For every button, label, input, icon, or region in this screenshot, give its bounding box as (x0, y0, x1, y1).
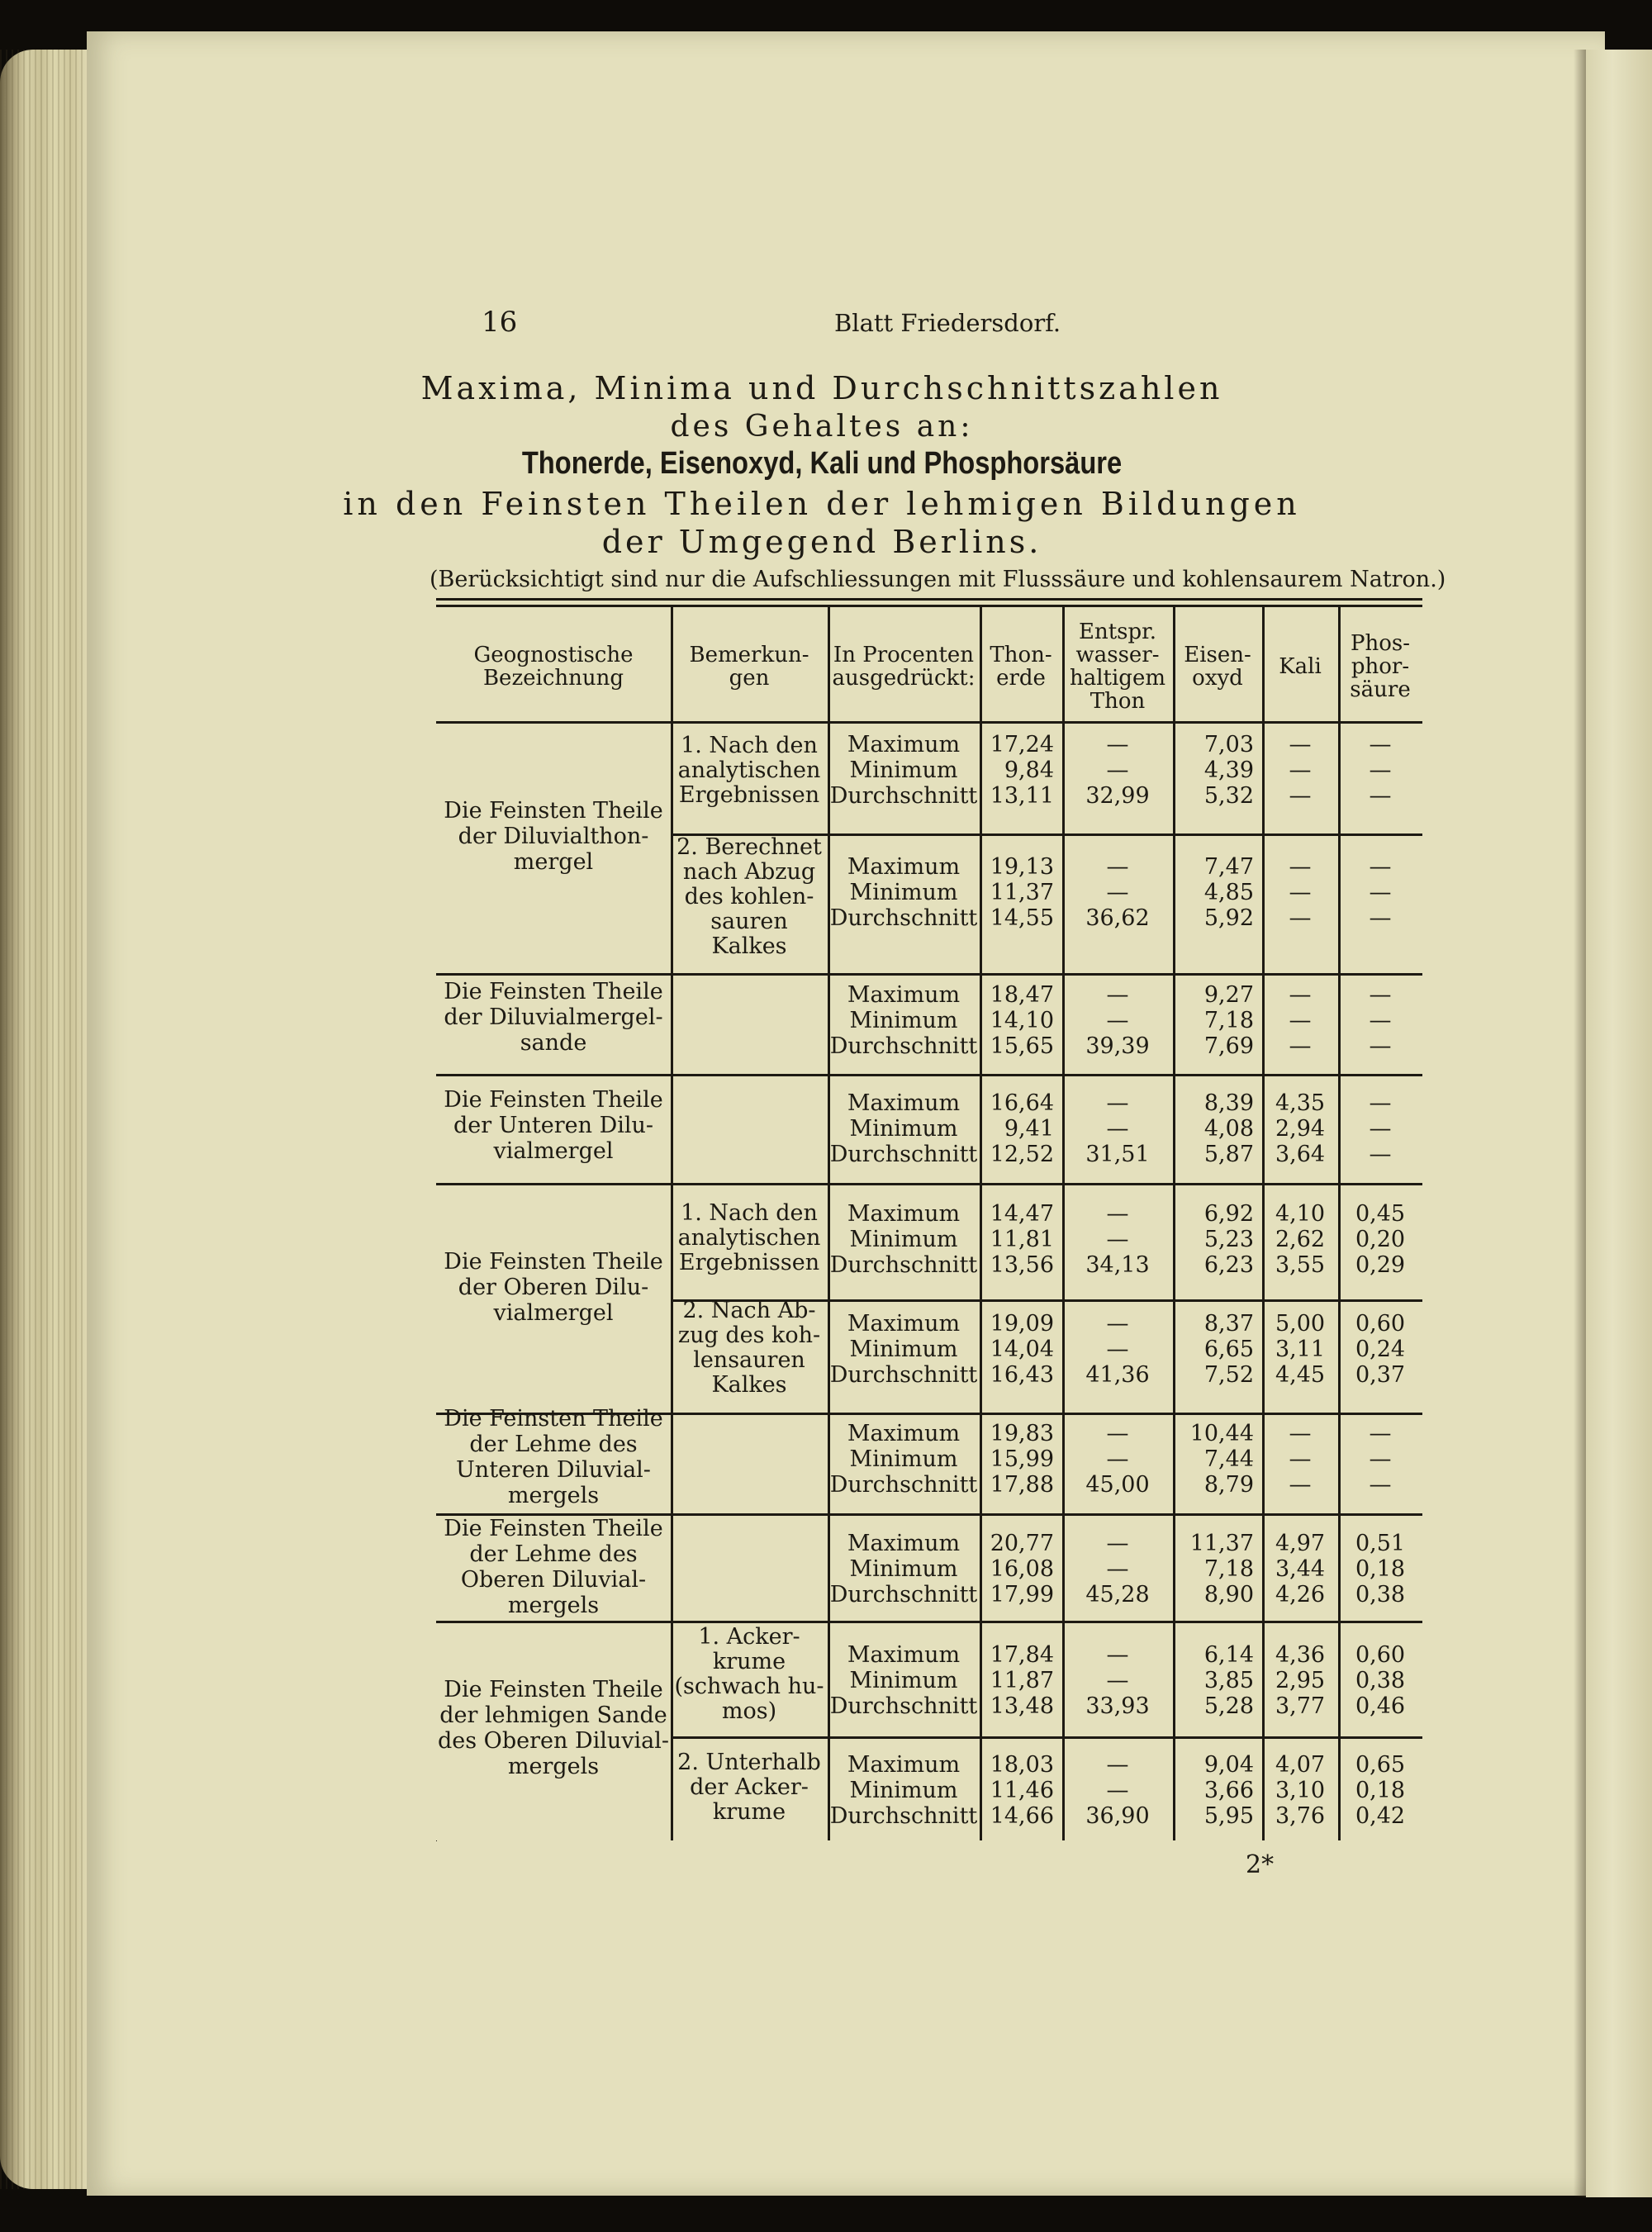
eisenoxyd-value: 8,37 (1203, 1311, 1254, 1337)
wasserhaltiger-thon-value: — (1106, 1421, 1129, 1446)
remark-text: (schwach hu- (674, 1674, 824, 1699)
phosphorsaeure-value: 0,60 (1355, 1311, 1406, 1337)
column-header-c6: Eisen- (1184, 642, 1251, 667)
wasserhaltiger-thon-value: — (1106, 1778, 1129, 1803)
header-bottom-rule (436, 721, 1422, 724)
eisenoxyd-value: 4,08 (1203, 1116, 1254, 1142)
stat-label: Durchschnitt (829, 1033, 978, 1059)
group-separator (436, 973, 1422, 976)
column-header-c1: Bezeichnung (482, 665, 624, 691)
remark-text: krume (712, 1649, 786, 1674)
column-header-c2: gen (729, 665, 770, 691)
thonerde-value: 13,48 (990, 1693, 1054, 1719)
column-header-c5: haltigem (1069, 665, 1165, 691)
geognostic-name: der Lehme des (469, 1541, 638, 1567)
stat-label: Maximum (847, 1752, 961, 1778)
geognostic-name: der Unteren Dilu- (453, 1113, 653, 1138)
wasserhaltiger-thon-value: — (1106, 1008, 1129, 1033)
column-header-c6: oxyd (1192, 665, 1243, 691)
geognostic-name: Unteren Diluvial- (456, 1457, 651, 1483)
thonerde-value: 19,83 (990, 1421, 1054, 1446)
thonerde-value: 12,52 (990, 1142, 1054, 1167)
table-top-rule (436, 598, 1422, 601)
wasserhaltiger-thon-value: — (1106, 1116, 1129, 1142)
kali-value: — (1289, 1421, 1312, 1446)
stat-label: Durchschnitt (829, 905, 978, 931)
remark-text: 1. Acker- (698, 1624, 800, 1650)
eisenoxyd-value: 7,18 (1203, 1556, 1254, 1582)
kali-value: — (1289, 1008, 1312, 1033)
remark-text: nach Abzug (682, 859, 816, 885)
eisenoxyd-value: 6,92 (1203, 1201, 1254, 1227)
stat-label: Durchschnitt (829, 1582, 978, 1608)
stat-label: Maximum (847, 732, 961, 757)
thonerde-value: 19,09 (990, 1311, 1054, 1337)
phosphorsaeure-value: 0,20 (1355, 1227, 1406, 1252)
remark-text: 2. Berechnet (676, 834, 822, 860)
kali-value: — (1289, 880, 1312, 905)
phosphorsaeure-value: — (1369, 880, 1392, 905)
remark-text: Kalkes (711, 1372, 787, 1398)
method-note: (Berücksichtigt sind nur die Aufschliessungen mit Flusssäure und kohlensaurem Natron.) (430, 567, 1446, 592)
stat-label: Maximum (847, 854, 961, 880)
wasserhaltiger-thon-value: — (1106, 1227, 1129, 1252)
wasserhaltiger-thon-value: — (1106, 1337, 1129, 1362)
stat-label: Minimum (849, 1008, 958, 1033)
eisenoxyd-value: 5,32 (1203, 783, 1254, 809)
kali-value: 3,10 (1275, 1778, 1326, 1803)
phosphorsaeure-value: 0,37 (1355, 1362, 1406, 1388)
eisenoxyd-value: 3,85 (1203, 1668, 1254, 1693)
eisenoxyd-value: 5,28 (1203, 1693, 1254, 1719)
column-header-c4: erde (996, 665, 1046, 691)
thonerde-value: 13,11 (990, 783, 1054, 809)
wasserhaltiger-thon-value: — (1106, 880, 1129, 905)
geognostic-name: vialmergel (493, 1138, 614, 1164)
thonerde-value: 15,99 (990, 1446, 1054, 1472)
geognostic-name: Die Feinsten Theile (444, 1087, 663, 1113)
kali-value: — (1289, 757, 1312, 783)
kali-value: 3,77 (1275, 1693, 1326, 1719)
column-header-c4: Thon- (990, 642, 1052, 667)
remark-text: 2. Nach Ab- (682, 1298, 816, 1323)
remark-text: zug des koh- (677, 1323, 821, 1348)
title-line-2: des Gehaltes an: (670, 410, 974, 444)
kali-value: 3,55 (1275, 1252, 1326, 1278)
kali-value: 4,45 (1275, 1362, 1326, 1388)
eisenoxyd-value: 4,39 (1203, 757, 1254, 783)
wasserhaltiger-thon-value: 31,51 (1085, 1142, 1150, 1167)
wasserhaltiger-thon-value: 32,99 (1085, 783, 1150, 809)
running-head: Blatt Friedersdorf. (834, 309, 1061, 337)
stat-label: Maximum (847, 1421, 961, 1446)
phosphorsaeure-value: — (1369, 1116, 1392, 1142)
eisenoxyd-value: 7,47 (1203, 854, 1254, 880)
kali-value: — (1289, 783, 1312, 809)
wasserhaltiger-thon-value: — (1106, 732, 1129, 757)
phosphorsaeure-value: 0,60 (1355, 1642, 1406, 1668)
remark-text: analytischen (677, 757, 821, 783)
stat-label: Minimum (849, 757, 958, 783)
phosphorsaeure-value: — (1369, 732, 1392, 757)
remark-text: krume (712, 1799, 786, 1825)
phosphorsaeure-value: — (1369, 1090, 1392, 1116)
geognostic-name: Die Feinsten Theile (444, 1249, 663, 1275)
geognostic-name: vialmergel (493, 1300, 614, 1326)
wasserhaltiger-thon-value: 41,36 (1085, 1362, 1150, 1388)
eisenoxyd-value: 7,03 (1203, 732, 1254, 757)
phosphorsaeure-value: — (1369, 1421, 1392, 1446)
stat-label: Durchschnitt (829, 1142, 978, 1167)
group-separator (436, 1183, 1422, 1185)
wasserhaltiger-thon-value: — (1106, 1531, 1129, 1556)
stat-label: Durchschnitt (829, 783, 978, 809)
remark-text: 2. Unterhalb (677, 1750, 821, 1775)
wasserhaltiger-thon-value: — (1106, 1752, 1129, 1778)
eisenoxyd-value: 7,18 (1203, 1008, 1254, 1033)
geognostic-name: der Diluvialthon- (458, 824, 649, 849)
stat-label: Minimum (849, 880, 958, 905)
wasserhaltiger-thon-value: 34,13 (1085, 1252, 1150, 1278)
thonerde-value: 14,04 (990, 1337, 1054, 1362)
phosphorsaeure-value: — (1369, 1446, 1392, 1472)
remark-text: analytischen (677, 1225, 821, 1251)
kali-value: 3,44 (1275, 1556, 1326, 1582)
stat-label: Durchschnitt (829, 1693, 978, 1719)
phosphorsaeure-value: — (1369, 1033, 1392, 1059)
eisenoxyd-value: 8,39 (1203, 1090, 1254, 1116)
geognostic-name: mergels (507, 1754, 600, 1779)
wasserhaltiger-thon-value: — (1106, 1090, 1129, 1116)
geognostic-name: Die Feinsten Theile (444, 1677, 663, 1702)
eisenoxyd-value: 7,44 (1203, 1446, 1254, 1472)
wasserhaltiger-thon-value: 45,00 (1085, 1472, 1150, 1498)
kali-value: — (1289, 1446, 1312, 1472)
stat-label: Durchschnitt (829, 1362, 978, 1388)
stat-label: Maximum (847, 1531, 961, 1556)
kali-value: 2,62 (1275, 1227, 1326, 1252)
geognostic-name: der Lehme des (469, 1432, 638, 1457)
thonerde-value: 9,84 (1004, 757, 1054, 783)
table-top-rule (436, 605, 1422, 607)
thonerde-value: 18,47 (990, 982, 1054, 1008)
thonerde-value: 17,84 (990, 1642, 1054, 1668)
kali-value: — (1289, 1472, 1312, 1498)
kali-value: 4,36 (1275, 1642, 1326, 1668)
group-separator (436, 1621, 1422, 1623)
geognostic-name: des Oberen Diluvial- (437, 1728, 669, 1754)
thonerde-value: 13,56 (990, 1252, 1054, 1278)
phosphorsaeure-value: — (1369, 757, 1392, 783)
title-line-1: Maxima, Minima und Durchschnittszahlen (420, 370, 1223, 406)
eisenoxyd-value: 7,69 (1203, 1033, 1254, 1059)
geognostic-name: der Diluvialmergel- (444, 1004, 663, 1030)
stat-label: Minimum (849, 1778, 958, 1803)
column-header-c5: wasser- (1075, 642, 1160, 667)
wasserhaltiger-thon-value: — (1106, 982, 1129, 1008)
geognostic-name: Oberen Diluvial- (460, 1567, 647, 1593)
thonerde-value: 18,03 (990, 1752, 1054, 1778)
kali-value: — (1289, 732, 1312, 757)
wasserhaltiger-thon-value: — (1106, 854, 1129, 880)
column-header-c8: phor- (1351, 653, 1410, 679)
kali-value: 2,95 (1275, 1668, 1326, 1693)
wasserhaltiger-thon-value: 33,93 (1085, 1693, 1150, 1719)
geognostic-name: mergel (513, 849, 594, 875)
wasserhaltiger-thon-value: — (1106, 1201, 1129, 1227)
phosphorsaeure-value: 0,24 (1355, 1337, 1406, 1362)
phosphorsaeure-value: 0,65 (1355, 1752, 1406, 1778)
column-header-c3: In Procenten (833, 642, 975, 667)
column-header-c5: Entspr. (1079, 619, 1156, 644)
phosphorsaeure-value: — (1369, 1142, 1392, 1167)
kali-value: — (1289, 1033, 1312, 1059)
geognostic-name: der lehmigen Sande (439, 1702, 667, 1728)
kali-value: — (1289, 982, 1312, 1008)
thonerde-value: 9,41 (1004, 1116, 1054, 1142)
kali-value: 4,35 (1275, 1090, 1326, 1116)
kali-value: 4,97 (1275, 1531, 1326, 1556)
geognostic-name: Die Feinsten Theile (444, 798, 663, 824)
thonerde-value: 14,47 (990, 1201, 1054, 1227)
title-line-3: Thonerde, Eisenoxyd, Kali und Phosphorsäure (521, 446, 1123, 481)
phosphorsaeure-value: 0,42 (1355, 1803, 1406, 1829)
stat-label: Durchschnitt (829, 1472, 978, 1498)
eisenoxyd-value: 6,65 (1203, 1337, 1254, 1362)
thonerde-value: 17,88 (990, 1472, 1054, 1498)
table-end (436, 1840, 437, 1841)
stat-label: Maximum (847, 1090, 961, 1116)
stat-label: Minimum (849, 1116, 958, 1142)
eisenoxyd-value: 11,37 (1189, 1531, 1254, 1556)
eisenoxyd-value: 7,52 (1203, 1362, 1254, 1388)
thonerde-value: 17,24 (990, 732, 1054, 757)
stat-label: Maximum (847, 1642, 961, 1668)
remark-text: 1. Nach den (681, 1200, 818, 1226)
geognostic-name: Die Feinsten Theile (444, 1516, 663, 1541)
thonerde-value: 14,66 (990, 1803, 1054, 1829)
remark-text: des kohlen- (684, 884, 814, 909)
wasserhaltiger-thon-value: 36,62 (1085, 905, 1150, 931)
eisenoxyd-value: 6,14 (1203, 1642, 1254, 1668)
remark-text: Kalkes (711, 933, 787, 959)
stat-label: Maximum (847, 1311, 961, 1337)
thonerde-value: 16,08 (990, 1556, 1054, 1582)
wasserhaltiger-thon-value: — (1106, 1556, 1129, 1582)
eisenoxyd-value: 5,87 (1203, 1142, 1254, 1167)
stat-label: Minimum (849, 1556, 958, 1582)
geognostic-name: mergels (507, 1483, 600, 1508)
kali-value: 3,11 (1275, 1337, 1326, 1362)
eisenoxyd-value: 6,23 (1203, 1252, 1254, 1278)
geognostic-name: Die Feinsten Theile (444, 1406, 663, 1432)
phosphorsaeure-value: — (1369, 854, 1392, 880)
book-edge (0, 50, 91, 2189)
geognostic-name: der Oberen Dilu- (458, 1275, 649, 1300)
eisenoxyd-value: 8,90 (1203, 1582, 1254, 1608)
wasserhaltiger-thon-value: 45,28 (1085, 1582, 1150, 1608)
remark-text: 1. Nach den (681, 733, 818, 758)
column-header-c5: Thon (1089, 688, 1146, 714)
kali-value: 4,07 (1275, 1752, 1326, 1778)
eisenoxyd-value: 8,79 (1203, 1472, 1254, 1498)
sub-separator (671, 1736, 1422, 1739)
phosphorsaeure-value: 0,38 (1355, 1668, 1406, 1693)
eisenoxyd-value: 5,23 (1203, 1227, 1254, 1252)
eisenoxyd-value: 9,04 (1203, 1752, 1254, 1778)
eisenoxyd-value: 5,95 (1203, 1803, 1254, 1829)
title-line-5: der Umgegend Berlins. (601, 524, 1042, 560)
signature-mark: 2* (1246, 1850, 1275, 1879)
column-header-c1: Geognostische (473, 642, 634, 667)
stat-label: Maximum (847, 982, 961, 1008)
wasserhaltiger-thon-value: 39,39 (1085, 1033, 1150, 1059)
phosphorsaeure-value: 0,46 (1355, 1693, 1406, 1719)
eisenoxyd-value: 3,66 (1203, 1778, 1254, 1803)
thonerde-value: 14,55 (990, 905, 1054, 931)
eisenoxyd-value: 5,92 (1203, 905, 1254, 931)
phosphorsaeure-value: — (1369, 1472, 1392, 1498)
thonerde-value: 11,87 (990, 1668, 1054, 1693)
thonerde-value: 16,43 (990, 1362, 1054, 1388)
phosphorsaeure-value: — (1369, 783, 1392, 809)
geognostic-name: sande (520, 1030, 587, 1056)
thonerde-value: 16,64 (990, 1090, 1054, 1116)
geognostic-name: mergels (507, 1593, 600, 1618)
remark-text: Ergebnissen (678, 1250, 820, 1275)
stat-label: Durchschnitt (829, 1252, 978, 1278)
page-number: 16 (482, 306, 518, 339)
eisenoxyd-value: 4,85 (1203, 880, 1254, 905)
wasserhaltiger-thon-value: — (1106, 1311, 1129, 1337)
wasserhaltiger-thon-value: — (1106, 1642, 1129, 1668)
phosphorsaeure-value: — (1369, 905, 1392, 931)
phosphorsaeure-value: 0,51 (1355, 1531, 1406, 1556)
kali-value: — (1289, 854, 1312, 880)
stat-label: Durchschnitt (829, 1803, 978, 1829)
remark-text: Ergebnissen (678, 782, 820, 808)
stat-label: Minimum (849, 1668, 958, 1693)
remark-text: lensauren (693, 1347, 805, 1373)
thonerde-value: 11,37 (990, 880, 1054, 905)
stat-label: Minimum (849, 1227, 958, 1252)
column-header-c8: Phos- (1350, 630, 1411, 656)
kali-value: 5,00 (1275, 1311, 1326, 1337)
thonerde-value: 11,46 (990, 1778, 1054, 1803)
geognostic-name: Die Feinsten Theile (444, 979, 663, 1004)
stat-label: Minimum (849, 1337, 958, 1362)
title-line-4: in den Feinsten Theilen der lehmigen Bildungen (343, 486, 1301, 522)
phosphorsaeure-value: 0,45 (1355, 1201, 1406, 1227)
phosphorsaeure-value: 0,18 (1355, 1778, 1406, 1803)
phosphorsaeure-value: — (1369, 1008, 1392, 1033)
eisenoxyd-value: 10,44 (1189, 1421, 1254, 1446)
remark-text: sauren (710, 909, 788, 934)
column-header-c3: ausgedrückt: (832, 665, 976, 691)
wasserhaltiger-thon-value: 36,90 (1085, 1803, 1150, 1829)
phosphorsaeure-value: 0,29 (1355, 1252, 1406, 1278)
phosphorsaeure-value: — (1369, 982, 1392, 1008)
thonerde-value: 20,77 (990, 1531, 1054, 1556)
kali-value: 2,94 (1275, 1116, 1326, 1142)
kali-value: 4,10 (1275, 1201, 1326, 1227)
thonerde-value: 11,81 (990, 1227, 1054, 1252)
stat-label: Minimum (849, 1446, 958, 1472)
wasserhaltiger-thon-value: — (1106, 757, 1129, 783)
thonerde-value: 19,13 (990, 854, 1054, 880)
remark-text: der Acker- (690, 1774, 809, 1800)
phosphorsaeure-value: 0,38 (1355, 1582, 1406, 1608)
wasserhaltiger-thon-value: — (1106, 1668, 1129, 1693)
kali-value: 3,76 (1275, 1803, 1326, 1829)
column-header-c8: säure (1350, 677, 1411, 702)
thonerde-value: 17,99 (990, 1582, 1054, 1608)
thonerde-value: 14,10 (990, 1008, 1054, 1033)
phosphorsaeure-value: 0,18 (1355, 1556, 1406, 1582)
next-page-edge (1586, 50, 1652, 2197)
column-header-c7: Kali (1279, 653, 1322, 679)
thonerde-value: 15,65 (990, 1033, 1054, 1059)
kali-value: — (1289, 905, 1312, 931)
kali-value: 3,64 (1275, 1142, 1326, 1167)
column-header-c2: Bemerkun- (689, 642, 809, 667)
remark-text: mos) (721, 1698, 777, 1724)
group-separator (436, 1074, 1422, 1076)
eisenoxyd-value: 9,27 (1203, 982, 1254, 1008)
kali-value: 4,26 (1275, 1582, 1326, 1608)
stat-label: Maximum (847, 1201, 961, 1227)
wasserhaltiger-thon-value: — (1106, 1446, 1129, 1472)
